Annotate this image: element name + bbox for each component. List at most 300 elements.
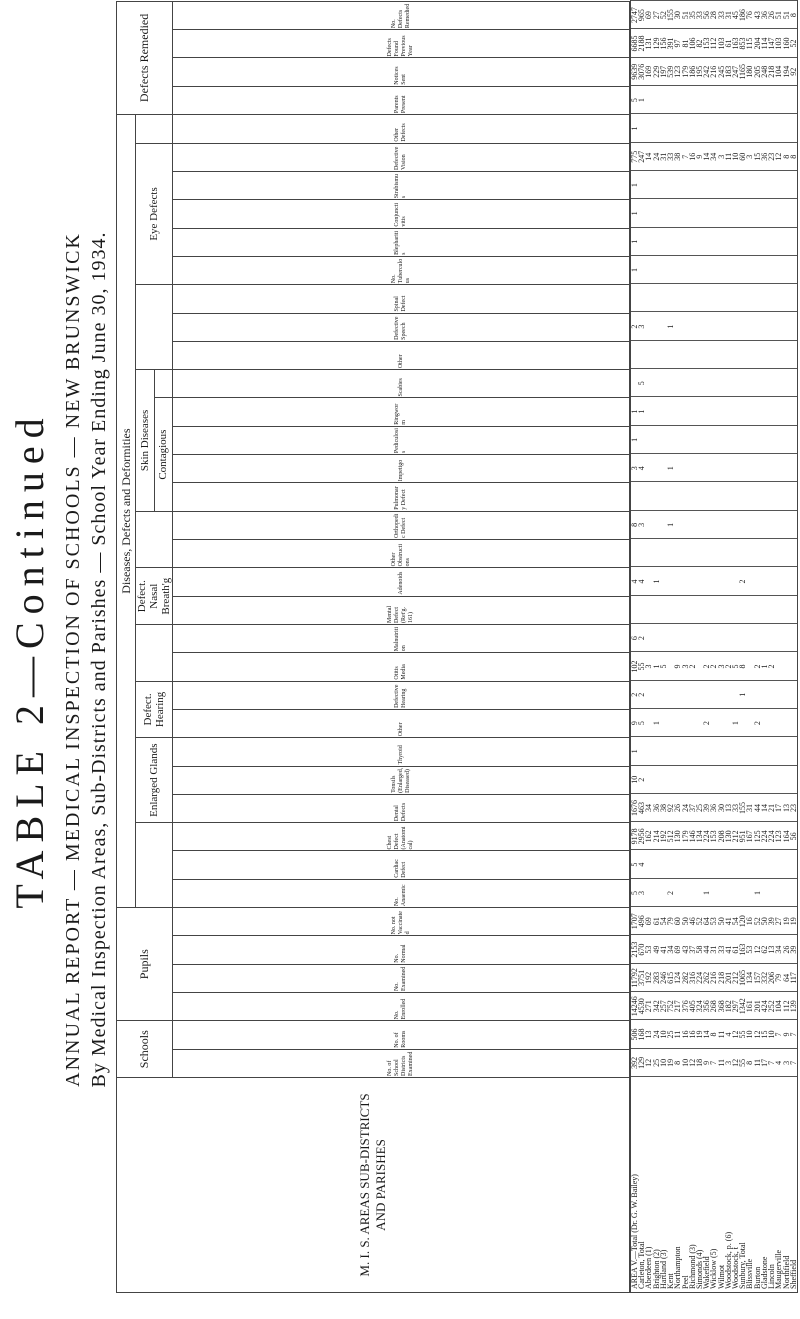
table-cell: 4 — [637, 466, 647, 471]
column-rule — [631, 708, 797, 709]
table-body — [630, 0, 798, 1293]
table-cell: 13 — [781, 804, 791, 813]
table-cell: 33 — [694, 11, 704, 20]
table-cell: 62 — [759, 945, 769, 954]
table-cell: 332 — [759, 971, 769, 984]
table-cell: 52 — [752, 917, 762, 926]
table-cell: 39 — [767, 917, 777, 926]
table-cell: 6685 — [630, 35, 639, 52]
table-cell: 25 — [651, 1058, 661, 1067]
table-cell: 23 — [788, 804, 798, 813]
table-cell: 51 — [774, 11, 784, 20]
table-cell: 104 — [774, 65, 784, 78]
table-cell: 49 — [651, 945, 661, 954]
table-cell: 168 — [637, 1028, 647, 1041]
table-cell: 297 — [731, 1000, 741, 1013]
table-cell: 316 — [687, 971, 697, 984]
table-cell: 18 — [694, 1058, 704, 1067]
row-label: AREA V.—Total (Dr. G. W. Bailey) — [630, 1174, 639, 1289]
table-cell: 31 — [745, 804, 755, 813]
table-cell: 167 — [745, 830, 755, 843]
table-cell: 1 — [630, 749, 639, 754]
table-cell: 2 — [752, 664, 762, 669]
table-cell: 92 — [788, 67, 798, 76]
table-cell: 52 — [658, 11, 668, 20]
skin-diseases-header: Skin Diseases — [136, 370, 155, 512]
table-cell: 246 — [658, 971, 668, 984]
table-cell: 16 — [687, 152, 697, 161]
table-cell: 8 — [673, 1060, 683, 1065]
table-cell: 752 — [666, 1000, 676, 1013]
table-cell: 4 — [637, 579, 647, 584]
table-cell: 24 — [680, 804, 690, 813]
table-cell: 26 — [673, 804, 683, 813]
column-header: Cardiac Defect — [173, 851, 630, 879]
column-header: No. not Vaccinated — [173, 908, 630, 936]
table-cell: 125 — [752, 830, 762, 843]
column-header: Malnutrition — [173, 624, 630, 652]
table-cell: 160 — [781, 37, 791, 50]
table-cell: 14 — [759, 804, 769, 813]
column-rule — [631, 793, 797, 794]
column-header: Strabismus — [173, 171, 630, 199]
column-header: Adenoids — [173, 568, 630, 596]
table-cell: 247 — [637, 150, 647, 163]
table-cell: 182 — [723, 1000, 733, 1013]
table-cell: 164 — [781, 830, 791, 843]
table-cell: 79 — [666, 917, 676, 926]
table-cell: 8 — [738, 664, 748, 669]
table-cell: 1 — [630, 211, 639, 216]
table-cell: 1 — [731, 721, 741, 726]
column-rule — [631, 283, 797, 284]
table-cell: 7 — [788, 1032, 798, 1037]
table-cell: 7 — [774, 1032, 784, 1037]
report-line: ANNUAL REPORT — MEDICAL INSPECTION OF SCHOOLS — NEW BRUNSWICK — [62, 232, 84, 1087]
table-cell: 3751 — [637, 969, 647, 986]
column-rule — [631, 142, 797, 143]
table-cell: 117 — [788, 972, 798, 984]
column-header: Defects Found Previous Year — [173, 30, 630, 58]
row-label: Wakefield — [702, 1256, 712, 1289]
table-cell: 3 — [781, 1060, 791, 1065]
table-cell: 212 — [731, 971, 741, 984]
column-header: Other Defects — [173, 115, 630, 144]
table-cell: 33 — [716, 11, 726, 20]
table-cell: 156 — [658, 37, 668, 50]
table-cell: 224 — [759, 830, 769, 843]
table-cell: 134 — [745, 971, 755, 984]
table-cell: 34 — [774, 945, 784, 954]
table-cell: 8 — [788, 13, 798, 18]
table-cell: 506 — [630, 1028, 639, 1041]
table-cell: 33 — [731, 804, 741, 813]
table-cell: 25 — [694, 804, 704, 813]
table-cell: 2153 — [630, 941, 639, 958]
table-cell: 2956 — [637, 828, 647, 845]
table-cell: 204 — [752, 37, 762, 50]
table-cell: 247 — [731, 65, 741, 78]
table-cell: 1 — [637, 98, 647, 103]
table-cell: 5 — [630, 98, 639, 103]
table-cell: 6 — [630, 636, 639, 641]
column-header: Tonsils (Enlarged, Diseased) — [173, 766, 630, 794]
pupils-group-header: Pupils — [117, 908, 173, 1021]
table-cell: 201 — [723, 971, 733, 984]
table-cell: 512 — [666, 830, 676, 843]
table-cell: 50 — [759, 917, 769, 926]
column-rule — [631, 453, 797, 454]
table-cell: 147 — [767, 37, 777, 50]
row-label: Northfield — [781, 1255, 791, 1289]
table-cell: 43 — [752, 11, 762, 20]
table-cell: 4 — [723, 1032, 733, 1037]
table-cell: 224 — [702, 830, 712, 843]
table-cell: 64 — [781, 973, 791, 982]
column-header: Parents Present — [173, 86, 630, 114]
table-cell: 69 — [644, 11, 654, 20]
table-cell: 282 — [680, 971, 690, 984]
column-header: Mental Defect (Ret'g. 161) — [173, 596, 630, 624]
column-header: No. Tuberculous — [173, 256, 630, 284]
table-cell: 201 — [752, 1000, 762, 1013]
table-cell: 5 — [731, 664, 741, 669]
table-cell: 3 — [637, 890, 647, 895]
table-cell: 53 — [709, 917, 719, 926]
table-cell: 3 — [637, 522, 647, 527]
diseases-group-header: Diseases, Defects and Deformities — [117, 115, 136, 908]
table-cell: 10 — [658, 1030, 668, 1039]
table-cell: 7 — [709, 1060, 719, 1065]
table-cell: 35 — [687, 11, 697, 20]
table-cell: 69 — [673, 945, 683, 954]
column-rule — [631, 878, 797, 879]
schools-group-header: Schools — [117, 1021, 173, 1078]
table-cell: 19 — [781, 917, 791, 926]
table-cell: 41 — [658, 945, 668, 954]
row-label: Richmond (3) — [687, 1244, 697, 1289]
table-cell: 8 — [709, 1032, 719, 1037]
column-header: No. Normal — [173, 936, 630, 964]
table-cell: 3 — [644, 664, 654, 669]
table-cell: 34 — [666, 945, 676, 954]
table-cell: 463 — [637, 802, 647, 815]
table-cell: 37 — [687, 945, 697, 954]
table-cell: 2 — [637, 692, 647, 697]
table-cell: 26 — [767, 11, 777, 20]
table-cell: 8 — [745, 1060, 755, 1065]
table-cell: 216 — [709, 65, 719, 78]
table-cell: 2 — [767, 664, 777, 669]
table-cell: 206 — [767, 971, 777, 984]
enlarged-glands-header: Enlarged Glands — [136, 738, 173, 823]
column-header: Notices Sent — [173, 58, 630, 86]
table-cell: 376 — [680, 1000, 690, 1013]
table-cell: 19 — [666, 1058, 676, 1067]
table-cell: 19 — [694, 1030, 704, 1039]
table-cell: 155 — [666, 9, 676, 22]
table-cell: 38 — [658, 804, 668, 813]
column-rule — [631, 566, 797, 567]
column-header: Thyroid — [173, 738, 630, 766]
column-header: Scabies — [173, 370, 630, 398]
table-cell: 60 — [673, 917, 683, 926]
table-cell: 30 — [673, 11, 683, 20]
column-rule — [631, 623, 797, 624]
table-cell: 28 — [709, 11, 719, 20]
table-cell: 262 — [702, 971, 712, 984]
table-cell: 2 — [637, 636, 647, 641]
table-cell: 2747 — [630, 7, 639, 24]
table-cell: 229 — [651, 65, 661, 78]
table-cell: 9 — [630, 721, 639, 726]
table-cell: 10 — [658, 1058, 668, 1067]
column-header: Ringworm — [173, 398, 630, 426]
table-cell: 37 — [687, 804, 697, 813]
table-cell: 3 — [716, 664, 726, 669]
table-cell: 16 — [680, 1030, 690, 1039]
column-rule — [631, 538, 797, 539]
row-label: Burton — [752, 1266, 762, 1289]
table-cell: 186 — [687, 65, 697, 78]
table-cell: 2 — [630, 324, 639, 329]
table-cell: 12 — [687, 1058, 697, 1067]
table-cell: 31 — [723, 11, 733, 20]
table-header — [116, 1, 630, 1293]
table-cell: 11 — [752, 1059, 762, 1067]
table-cell: 218 — [767, 65, 777, 78]
table-cell: 14 — [702, 152, 712, 161]
table-cell: 157 — [752, 971, 762, 984]
table-cell: 1 — [666, 466, 676, 471]
table-cell: 9 — [781, 1032, 791, 1037]
row-label: Sunbury, Total — [738, 1242, 748, 1289]
table-cell: 205 — [752, 65, 762, 78]
table-cell: 3 — [723, 1060, 733, 1065]
table-cell: 112 — [709, 37, 719, 50]
table-cell: 214 — [651, 830, 661, 843]
column-rule — [631, 680, 797, 681]
table-cell: 81 — [680, 39, 690, 48]
column-header: Spinal Defect — [173, 285, 630, 313]
table-cell: 103 — [716, 37, 726, 50]
table-cell: 114 — [759, 37, 769, 50]
table-cell: 1 — [759, 664, 769, 669]
column-header: Dental Defects — [173, 794, 630, 822]
table-cell: 2 — [738, 579, 748, 584]
column-header: No. of School Districts Examined — [173, 1049, 630, 1077]
table-cell: 1 — [666, 324, 676, 329]
column-rule — [631, 736, 797, 737]
table-cell: 69 — [644, 917, 654, 926]
table-cell: 14246 — [630, 996, 639, 1017]
table-cell: 3 — [716, 154, 726, 159]
table-cell: 102 — [630, 660, 639, 673]
table-cell: 56 — [788, 832, 798, 841]
row-label: Gladstone — [759, 1256, 769, 1289]
table-cell: 9 — [694, 154, 704, 159]
table-cell: 8 — [781, 154, 791, 159]
column-header: Other — [173, 341, 630, 369]
column-rule — [631, 849, 797, 850]
table-cell: 8 — [788, 154, 798, 159]
column-rule — [631, 906, 797, 907]
table-cell: 1 — [630, 409, 639, 414]
table-cell: 26 — [781, 945, 791, 954]
table-cell: 2 — [630, 692, 639, 697]
row-label: Blissville — [745, 1258, 755, 1289]
table-cell: 8 — [630, 522, 639, 527]
column-rule — [631, 821, 797, 822]
column-header: Defective Speech — [173, 313, 630, 341]
row-label: Maugerville — [774, 1249, 784, 1289]
table-cell: 39 — [788, 945, 798, 954]
table-cell: 248 — [759, 65, 769, 78]
table-cell: 16 — [687, 1030, 697, 1039]
table-cell: 1165 — [738, 63, 748, 80]
column-header: Conjunctivitis — [173, 200, 630, 228]
column-rule — [631, 963, 797, 964]
table-cell: 43 — [680, 945, 690, 954]
row-label: Simonds (4) — [694, 1249, 704, 1289]
table-cell: 3 — [680, 664, 690, 669]
table-cell: 50 — [680, 917, 690, 926]
table-cell: 52 — [788, 39, 798, 48]
table-cell: 24 — [651, 1030, 661, 1039]
table-cell: 38 — [673, 152, 683, 161]
table-cell: 186 — [738, 9, 748, 22]
table-cell: 61 — [651, 917, 661, 926]
table-cell: 44 — [752, 804, 762, 813]
table-cell: 10 — [745, 1030, 755, 1039]
defects-remedied-group-header: Defects Remedied — [117, 1, 173, 114]
table-cell: 3 — [745, 154, 755, 159]
table-cell: 1 — [738, 692, 748, 697]
table-cell: 54 — [658, 917, 668, 926]
table-cell: 139 — [788, 1000, 798, 1013]
column-rule — [631, 0, 797, 1]
table-cell: 51 — [781, 11, 791, 20]
table-cell: 55 — [738, 1058, 748, 1067]
column-rule — [631, 1048, 797, 1049]
table-cell: 183 — [723, 65, 733, 78]
table-cell: 192 — [644, 971, 654, 984]
column-rule — [631, 340, 797, 341]
table-row — [790, 1, 798, 1292]
table-cell: 951 — [738, 830, 748, 843]
row-label: Woodstock, t — [731, 1246, 741, 1289]
column-rule — [631, 1019, 797, 1020]
table-cell: 25 — [666, 1030, 676, 1039]
table-cell: 23 — [767, 152, 777, 161]
table-cell: 13 — [644, 1030, 654, 1039]
table-cell: 115 — [745, 37, 755, 50]
table-cell: 13 — [723, 804, 733, 813]
table-cell: 224 — [694, 971, 704, 984]
table-cell: 9178 — [630, 828, 639, 845]
column-header: Defective Vision — [173, 143, 630, 171]
table-cell: 162 — [644, 830, 654, 843]
table-cell: 24 — [651, 152, 661, 161]
table-cell: 131 — [644, 37, 654, 50]
table-cell: 36 — [759, 152, 769, 161]
table-cell: 15 — [752, 152, 762, 161]
defect-hearing-header: Defect. Hearing — [136, 681, 173, 738]
row-label: Carleton, Total — [637, 1241, 647, 1289]
table-cell: 257 — [658, 1000, 668, 1013]
table-cell: 1342 — [738, 998, 748, 1015]
table-cell: 775 — [630, 150, 639, 163]
table-cell: 245 — [716, 65, 726, 78]
table-cell: 5 — [637, 381, 647, 386]
table-cell: 212 — [731, 830, 741, 843]
table-cell: 242 — [702, 65, 712, 78]
table-cell: 27 — [774, 917, 784, 926]
column-header: Pulmonary Defect — [173, 483, 630, 511]
table-cell: 106 — [687, 37, 697, 50]
table-cell: 217 — [673, 1000, 683, 1013]
row-label: Sheffield — [788, 1259, 798, 1289]
table-cell: 1 — [666, 522, 676, 527]
column-header: Otitis Media — [173, 653, 630, 681]
table-cell: 2 — [687, 664, 697, 669]
table-cell: 79 — [774, 973, 784, 982]
column-rule — [631, 396, 797, 397]
table-cell: 1 — [752, 890, 762, 895]
row-label: Brighton (2) — [651, 1249, 661, 1289]
table-cell: 1 — [630, 183, 639, 188]
table-cell: 41 — [723, 945, 733, 954]
table-cell: 2188 — [637, 35, 647, 52]
table-cell: 10 — [630, 775, 639, 784]
table-cell: 283 — [651, 971, 661, 984]
column-header: No. Defects Remedied — [173, 1, 630, 29]
table-cell: 13 — [767, 945, 777, 954]
table-cell: 169 — [644, 65, 654, 78]
table-subtitle: By Medical Inspection Areas, Sub-Districts and Parishes — School Year Ending June 30, 1934. — [88, 231, 110, 1088]
table-cell: 7 — [788, 1060, 798, 1065]
table-cell: 3 — [630, 466, 639, 471]
column-rule — [631, 57, 797, 58]
column-rule — [631, 481, 797, 482]
table-cell: 19 — [788, 917, 798, 926]
column-header: No. Enrolled — [173, 993, 630, 1021]
column-header: Blepharitis — [173, 228, 630, 256]
column-header: Chest Defect (Anatomical) — [173, 823, 630, 851]
table-cell: 17 — [774, 804, 784, 813]
table-cell: 34 — [709, 152, 719, 161]
table-cell: 615 — [666, 971, 676, 984]
table-cell: 163 — [731, 37, 741, 50]
table-cell: 12 — [752, 1030, 762, 1039]
table-cell: 268 — [709, 1000, 719, 1013]
table-cell: 180 — [745, 65, 755, 78]
table-cell: 53 — [745, 945, 755, 954]
column-rule — [631, 934, 797, 935]
table-cell: 496 — [637, 915, 647, 928]
row-label: Kent — [666, 1273, 676, 1289]
eye-defects-header: Eye Defects — [136, 143, 173, 285]
table-cell: 55 — [637, 662, 647, 671]
table-cell: 39 — [702, 804, 712, 813]
table-cell: 179 — [680, 830, 690, 843]
column-header: Other — [173, 709, 630, 737]
table-cell: 2 — [752, 721, 762, 726]
table-cell: 123 — [673, 65, 683, 78]
area-column-header: M. I. S. AREAS SUB-DISTRICTS AND PARISHES — [117, 1078, 630, 1293]
table-cell: 30 — [716, 804, 726, 813]
table-cell: 146 — [687, 830, 697, 843]
